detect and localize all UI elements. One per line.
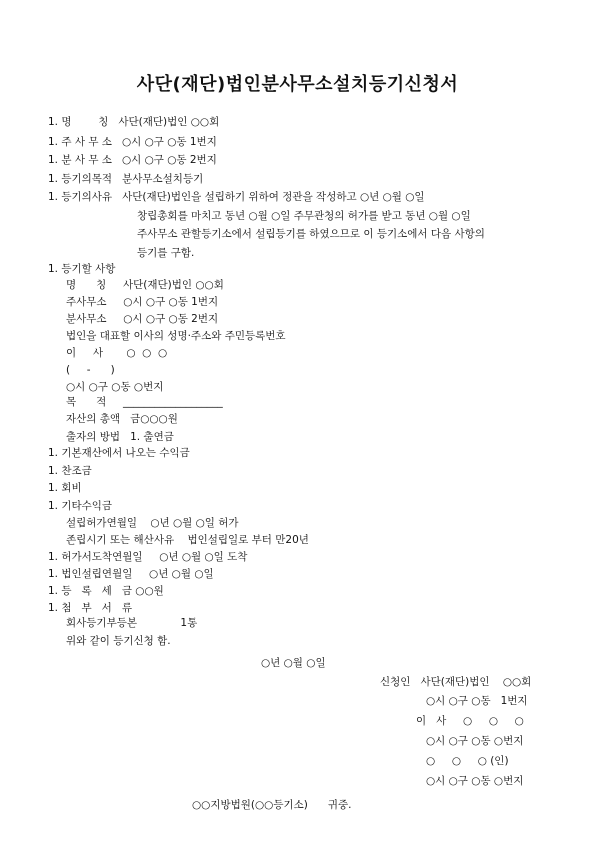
item-purpose: 1. 등기의목적 분사무소설치등기 (48, 173, 204, 185)
item-other-income: 1. 기타수익금 (48, 500, 113, 512)
reason-line-3: 주사무소 관할등기소에서 설립등기를 하였으므로 이 등기소에서 다음 사항의 (137, 228, 485, 240)
filing-date: ○년 ○월 ○일 (261, 657, 326, 669)
applicant: 신청인 사단(재단)법인 ○○회 (380, 676, 532, 688)
item-basic-assets-income: 1. 기본재산에서 나오는 수익금 (48, 447, 190, 459)
item-registration-tax: 1. 등 록 세 금 ○○원 (48, 585, 164, 597)
applicant-director: 이 사 ○ ○ ○ (416, 715, 524, 727)
addressee-court: ○○지방법원(○○등기소) 귀중. (192, 799, 352, 811)
matter-branch-office: 분사무소 ○시 ○구 ○동 2번지 (66, 313, 219, 325)
applicant-seal: ○ ○ ○ (인) (426, 755, 509, 767)
matter-name: 명 칭 사단(재단)법인 ○○회 (66, 279, 224, 291)
item-registration-matters: 1. 등기할 사항 (48, 263, 116, 275)
item-reason: 1. 등기의사유 사단(재단)법인을 설립하기 위하여 정관을 작성하고 ○년 ○월 ○일 (48, 191, 425, 203)
matter-contribution-method: 출자의 방법 1. 출연금 (66, 431, 174, 443)
applicant-seal-address: ○시 ○구 ○동 ○번지 (426, 775, 524, 787)
reason-line-2: 창립총회를 마치고 동년 ○월 ○일 주무관청의 허가를 받고 동년 ○월 ○일 (137, 210, 471, 222)
closing-statement: 위와 같이 등기신청 함. (66, 635, 171, 647)
item-branch-office: 1. 분 사 무 소 ○시 ○구 ○동 2번지 (48, 154, 217, 166)
item-membership-fees: 1. 회비 (48, 482, 82, 494)
matter-objective: 목 적 ___________________ (66, 396, 223, 408)
item-donations: 1. 찬조금 (48, 465, 92, 477)
applicant-director-address: ○시 ○구 ○동 ○번지 (426, 735, 524, 747)
matter-id-number: ( - ) (66, 364, 115, 376)
duration-dissolution: 존립시기 또는 해산사유 법인설립일로 부터 만20년 (66, 534, 309, 546)
item-attachments: 1. 첨 부 서 류 (48, 602, 132, 614)
reason-line-4: 등기를 구함. (137, 247, 195, 259)
matter-main-office: 주사무소 ○시 ○구 ○동 1번지 (66, 296, 219, 308)
matter-director: 이 사 ○ ○ ○ (66, 347, 168, 359)
item-establishment-date: 1. 법인설립연월일 ○년 ○월 ○일 (48, 568, 214, 580)
permit-date: 설립허가연월일 ○년 ○월 ○일 허가 (66, 517, 239, 529)
matter-director-address: ○시 ○구 ○동 ○번지 (66, 381, 164, 393)
item-main-office: 1. 주 사 무 소 ○시 ○구 ○동 1번지 (48, 136, 217, 148)
attachment-register-copy: 회사등기부등본 1통 (66, 617, 198, 629)
matter-total-assets: 자산의 총액 금○○○원 (66, 413, 178, 425)
document-title: 사단(재단)법인분사무소설치등기신청서 (136, 74, 459, 95)
item-permit-arrival-date: 1. 허가서도착연월일 ○년 ○월 ○일 도착 (48, 551, 248, 563)
applicant-address: ○시 ○구 ○동 1번지 (426, 695, 528, 707)
matter-representative: 법인을 대표할 이사의 성명·주소와 주민등록번호 (66, 330, 286, 342)
item-name: 1. 명 칭 사단(재단)법인 ○○회 (48, 116, 220, 128)
